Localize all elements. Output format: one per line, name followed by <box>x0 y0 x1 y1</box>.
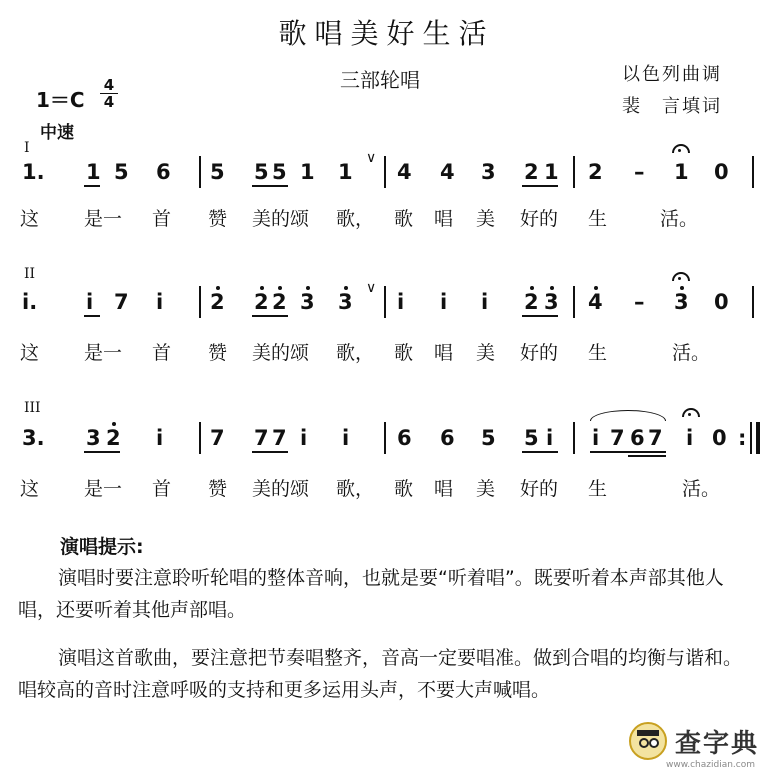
lyric: 赞 <box>208 342 228 364</box>
credit-lyrics: 裴 言填词 <box>622 96 722 117</box>
staff-part-3 <box>0 418 773 458</box>
note: 2 <box>106 426 121 450</box>
song-subtitle: 三部轮唱 <box>340 68 420 92</box>
note: 2 <box>524 160 539 184</box>
note: 0 <box>714 160 729 184</box>
lyric: 好的 <box>520 208 559 230</box>
lead-note: 1. <box>22 160 45 184</box>
note: – <box>634 290 645 314</box>
note: 5 <box>272 160 287 184</box>
bar-line <box>573 422 575 454</box>
part-label-3: III <box>24 400 41 416</box>
bar-line <box>573 286 575 318</box>
lyric: 首 <box>152 478 172 500</box>
lyric: 这 <box>20 478 40 500</box>
note: i <box>546 426 554 450</box>
note: 5 <box>524 426 539 450</box>
lyric: 这 <box>20 208 40 230</box>
note: 5 <box>114 160 129 184</box>
lyric: 好的 <box>520 478 559 500</box>
breath-mark: ∨ <box>366 280 377 296</box>
note: 1 <box>300 160 315 184</box>
note: i <box>156 426 164 450</box>
note: 7 <box>210 426 225 450</box>
final-bar-line <box>756 422 760 454</box>
note: 2 <box>588 160 603 184</box>
note: 5 <box>210 160 225 184</box>
scholar-face-icon <box>629 722 667 760</box>
note: 2 <box>272 290 287 314</box>
fermata-icon <box>672 272 690 281</box>
note: 3 <box>674 290 689 314</box>
bar-line <box>199 156 201 188</box>
lyric: 赞 <box>208 208 228 230</box>
bar-line <box>384 286 386 318</box>
note: 5 <box>254 160 269 184</box>
bar-line <box>384 422 386 454</box>
staff-part-2 <box>0 282 773 322</box>
time-denominator: 4 <box>103 93 115 111</box>
lyric: 首 <box>152 342 172 364</box>
note: 4 <box>397 160 412 184</box>
note: 0 <box>712 426 727 450</box>
lyrics-part-1 <box>0 204 773 232</box>
time-numerator: 4 <box>103 76 115 94</box>
lyric: 赞 <box>208 478 228 500</box>
lyric: 歌 <box>394 478 414 500</box>
note: i <box>440 290 448 314</box>
lyrics-part-3 <box>0 474 773 502</box>
lyric: 美 <box>476 208 496 230</box>
note: 7 <box>114 290 129 314</box>
note: 0 <box>714 290 729 314</box>
tips-paragraph-1: 演唱时要注意聆听轮唱的整体音响，也就是要“听着唱”。既要听着本声部其他人唱，还要听着其他声部唱。 <box>18 567 724 621</box>
lyric: 唱 <box>434 342 454 364</box>
lyric: 生 <box>588 208 608 230</box>
fermata-icon <box>672 144 690 153</box>
repeat-dots: : <box>738 426 747 450</box>
note: i <box>342 426 350 450</box>
lyric: 这 <box>20 342 40 364</box>
lyric: 美 <box>476 478 496 500</box>
lyric: 歌， <box>336 208 375 230</box>
note: 2 <box>254 290 269 314</box>
note: 3 <box>481 160 496 184</box>
lyric: 生 <box>588 478 608 500</box>
note: 1 <box>86 160 101 184</box>
note: 6 <box>440 426 455 450</box>
lyric: 是一 <box>84 208 123 230</box>
note: 7 <box>254 426 269 450</box>
lyric: 美的颂 <box>252 478 310 500</box>
song-title: 歌唱美好生活 <box>278 17 495 50</box>
lyric: 歌， <box>336 478 375 500</box>
part-label-2: II <box>24 266 36 282</box>
lyric: 生 <box>588 342 608 364</box>
note: 7 <box>610 426 625 450</box>
lyric: 是一 <box>84 342 123 364</box>
note: 4 <box>588 290 603 314</box>
lyric: 歌 <box>394 342 414 364</box>
note: i <box>686 426 694 450</box>
note: 1 <box>544 160 559 184</box>
lyric: 唱 <box>434 208 454 230</box>
lyric: 活。 <box>682 478 721 500</box>
staff-part-1 <box>0 152 773 192</box>
note: 2 <box>524 290 539 314</box>
lyric: 美的颂 <box>252 208 310 230</box>
note: i <box>86 290 94 314</box>
lyric: 歌 <box>394 208 414 230</box>
note: 3 <box>544 290 559 314</box>
lyric: 美 <box>476 342 496 364</box>
lyric: 歌， <box>336 342 375 364</box>
note: 5 <box>481 426 496 450</box>
bar-line <box>750 422 752 454</box>
lead-note: i. <box>22 290 38 314</box>
watermark-logo <box>629 722 759 760</box>
note: 6 <box>397 426 412 450</box>
bar-line <box>752 156 754 188</box>
note: i <box>397 290 405 314</box>
watermark-url: www.chazidian.com <box>665 760 755 770</box>
lyric: 首 <box>152 208 172 230</box>
bar-line <box>573 156 575 188</box>
bar-line <box>199 286 201 318</box>
note: i <box>156 290 164 314</box>
note: 3 <box>300 290 315 314</box>
lyric: 是一 <box>84 478 123 500</box>
lyric: 好的 <box>520 342 559 364</box>
note: i <box>592 426 600 450</box>
note: 3 <box>338 290 353 314</box>
fermata-icon <box>682 408 700 417</box>
note: 6 <box>156 160 171 184</box>
key-signature: 1＝C <box>36 88 85 112</box>
bar-line <box>384 156 386 188</box>
note: 6 <box>630 426 645 450</box>
note: – <box>634 160 645 184</box>
watermark-brand: 查字典 <box>674 728 759 759</box>
note: 2 <box>210 290 225 314</box>
part-label-1: I <box>24 140 30 156</box>
note: 7 <box>272 426 287 450</box>
note: 1 <box>674 160 689 184</box>
tempo-marking: 中速 <box>40 123 74 143</box>
note: i <box>481 290 489 314</box>
lyrics-part-2 <box>0 338 773 366</box>
time-signature <box>100 78 118 109</box>
bar-line <box>199 422 201 454</box>
note: 1 <box>338 160 353 184</box>
note: i <box>300 426 308 450</box>
tips-heading: 演唱提示: <box>60 536 144 558</box>
note: 3 <box>86 426 101 450</box>
lyric: 活。 <box>672 342 711 364</box>
note: 7 <box>648 426 663 450</box>
note: 4 <box>440 160 455 184</box>
tips-paragraph-2: 演唱这首歌曲，要注意把节奏唱整齐，音高一定要唱准。做到合唱的均衡与谐和。唱较高的音时注意呼吸的支持和更多运用头声，不要大声喊唱。 <box>18 647 743 701</box>
lyric: 活。 <box>660 208 699 230</box>
lyric: 唱 <box>434 478 454 500</box>
lyric: 美的颂 <box>252 342 310 364</box>
breath-mark: ∨ <box>366 150 377 166</box>
lead-note: 3. <box>22 426 45 450</box>
bar-line <box>752 286 754 318</box>
slur-icon <box>590 410 666 421</box>
credit-music: 以色列曲调 <box>622 64 722 85</box>
